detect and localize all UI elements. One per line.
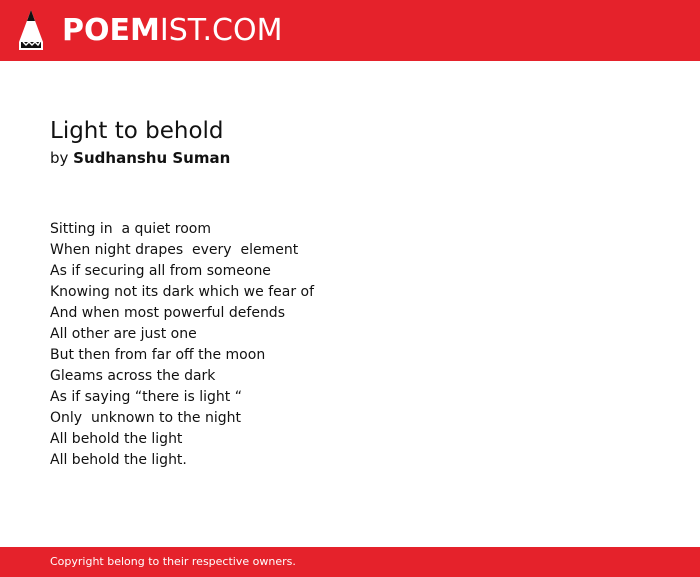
poem-line: When night drapes every element bbox=[50, 242, 299, 258]
poem-line: Sitting in a quiet room bbox=[50, 221, 211, 237]
poem-line: And when most powerful defends bbox=[50, 305, 285, 321]
site-logo[interactable] bbox=[62, 11, 282, 51]
poem-line: As if saying “there is light “ bbox=[50, 389, 242, 405]
poem-line: Gleams across the dark bbox=[50, 368, 216, 384]
poem-line: But then from far off the moon bbox=[50, 347, 266, 363]
poem-byline bbox=[50, 148, 230, 169]
pencil-tip-icon bbox=[18, 9, 44, 51]
poem-title: Light to behold bbox=[50, 118, 224, 144]
poem-line: As if securing all from someone bbox=[50, 263, 271, 279]
poem-body bbox=[50, 219, 314, 471]
site-footer bbox=[0, 547, 700, 577]
copyright-text: Copyright belong to their respective owners. bbox=[50, 555, 296, 568]
poem-line: All behold the light. bbox=[50, 452, 187, 468]
poem-line: Only unknown to the night bbox=[50, 410, 241, 426]
poem-line: All behold the light bbox=[50, 431, 183, 447]
poem-line: All other are just one bbox=[50, 326, 197, 342]
site-header bbox=[0, 0, 700, 61]
by-label: by bbox=[50, 149, 74, 167]
logo-text-bold: POEM bbox=[62, 13, 160, 48]
author-name: Sudhanshu Suman bbox=[73, 149, 231, 167]
poem-line: Knowing not its dark which we fear of bbox=[50, 284, 315, 300]
logo-text-light: IST.COM bbox=[159, 13, 283, 48]
